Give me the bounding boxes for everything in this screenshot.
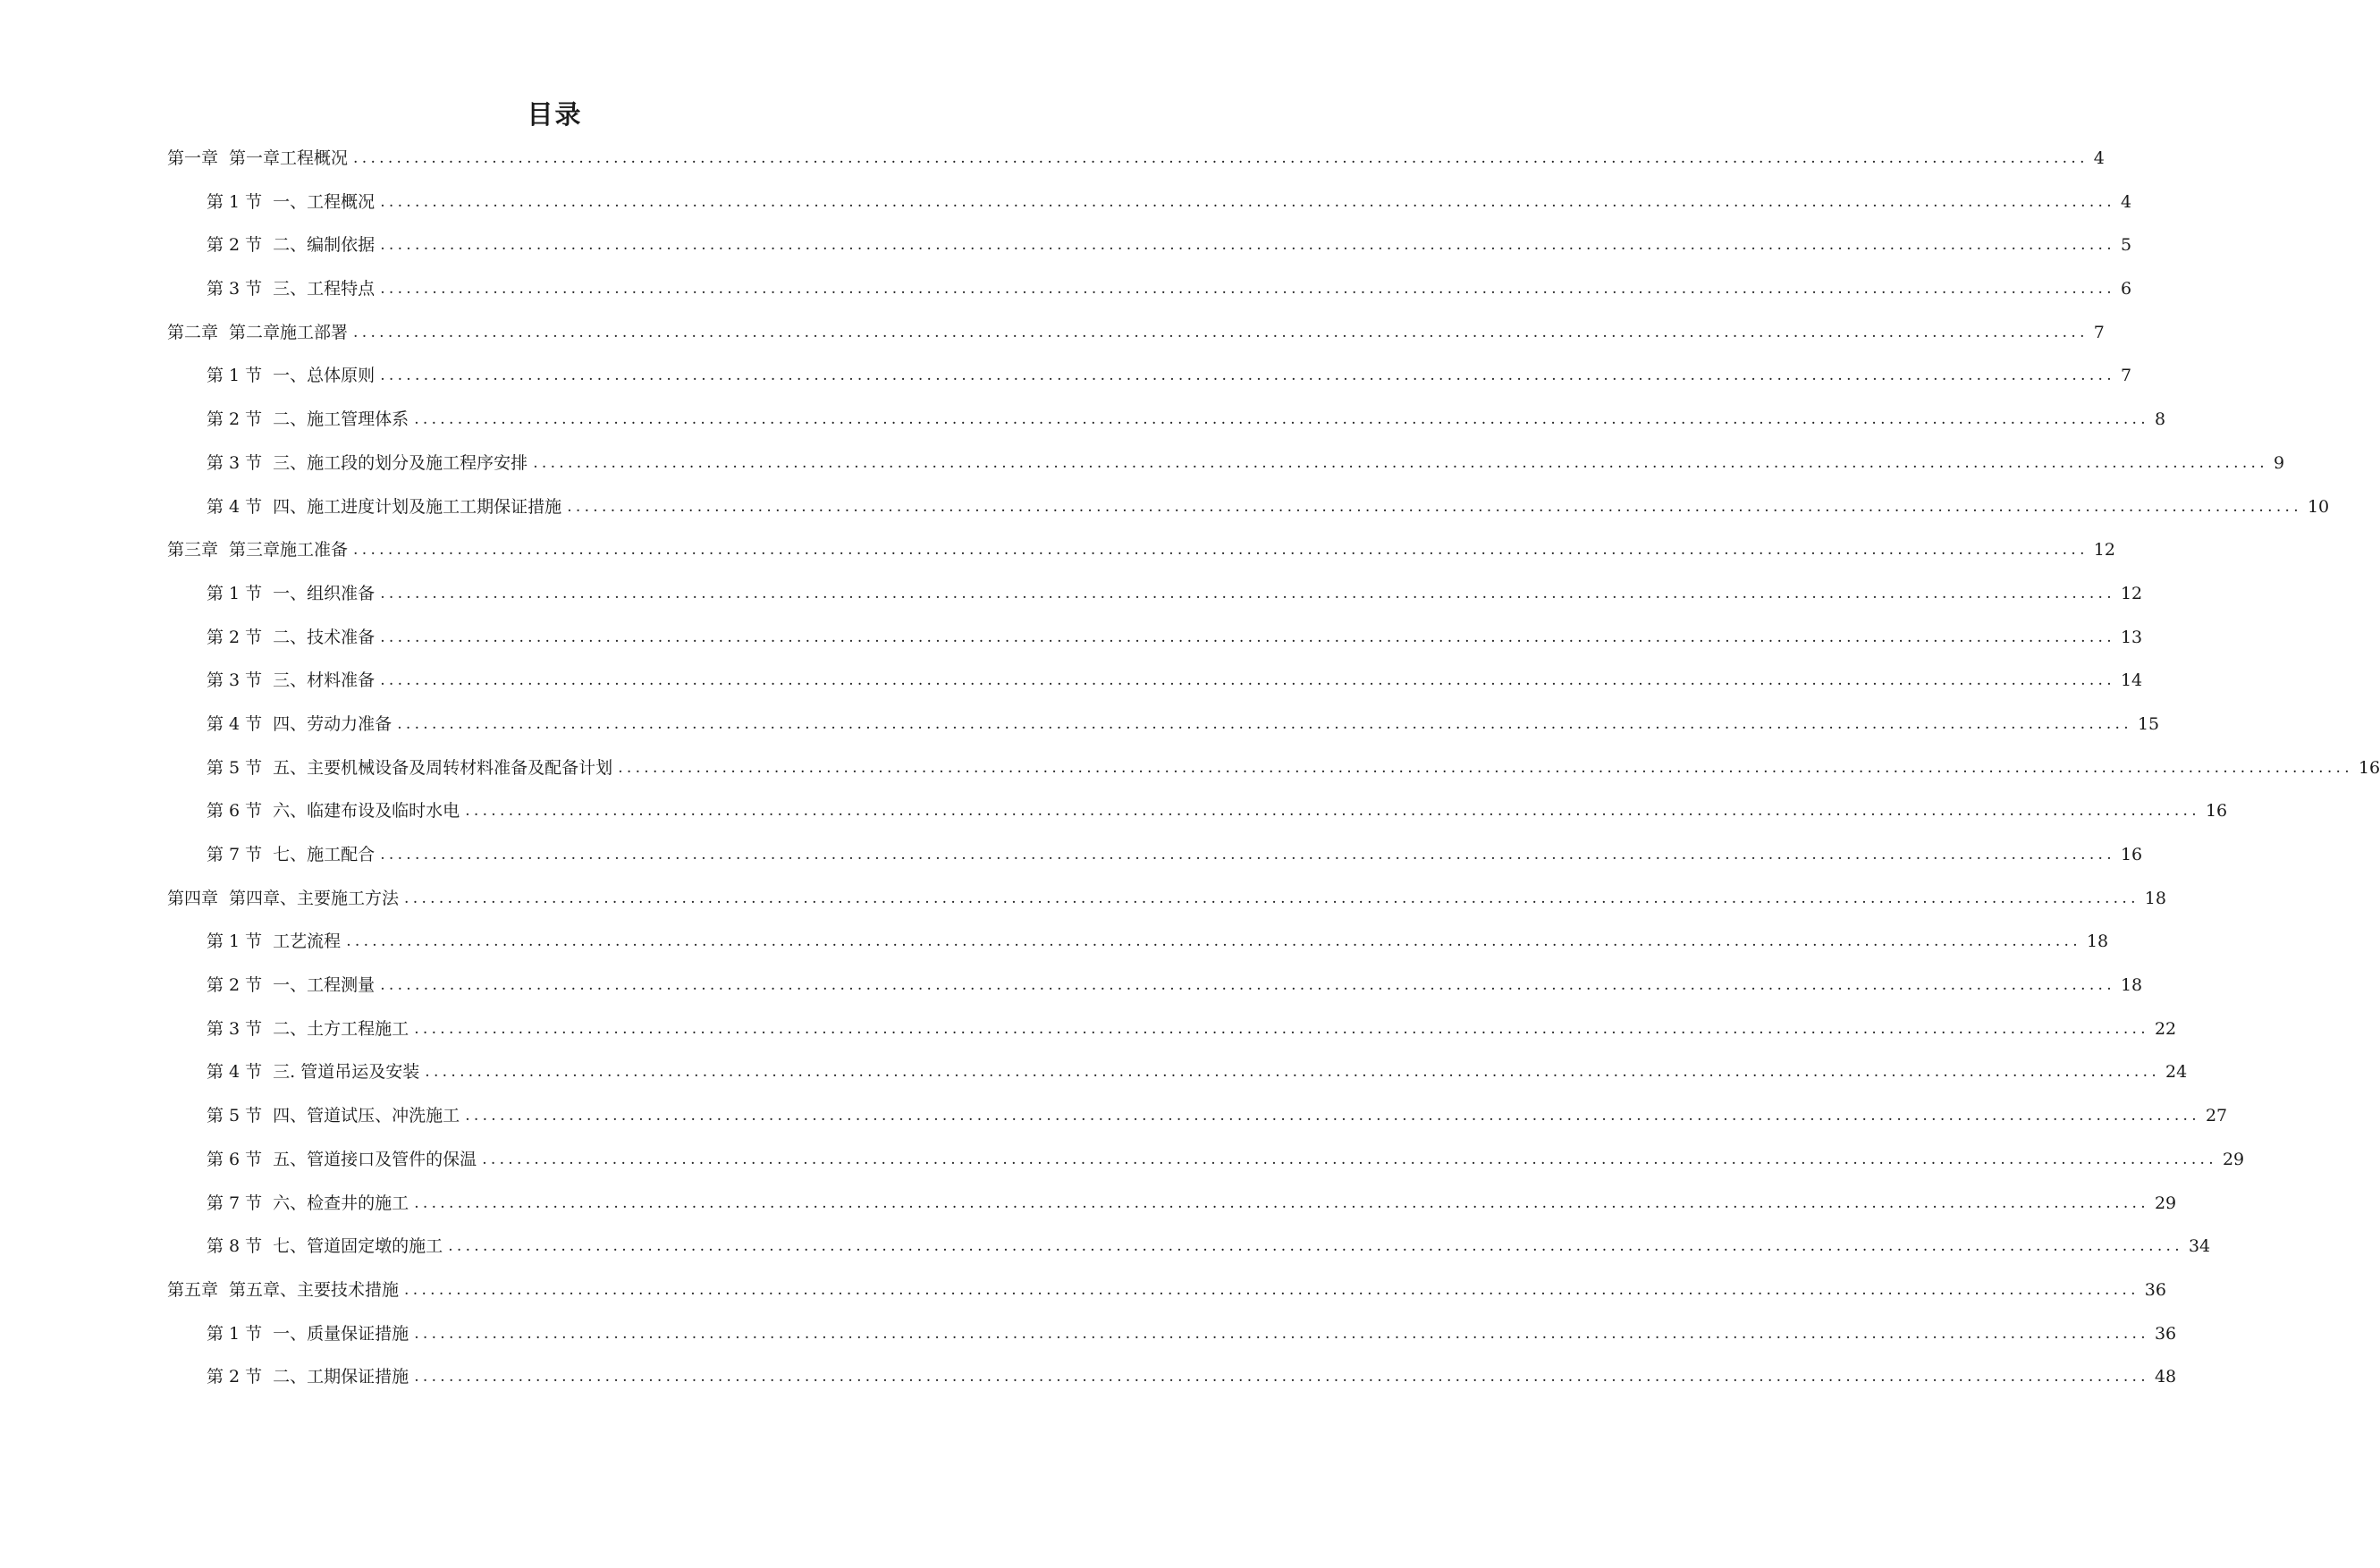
entry-title: 第五章、主要技术措施 bbox=[229, 1279, 400, 1300]
entry-heading bbox=[207, 757, 612, 779]
entry-page-number: 5 bbox=[2120, 235, 2132, 256]
entry-number: 第五章 bbox=[167, 1279, 219, 1300]
entry-number: 第 1 节 bbox=[207, 366, 263, 386]
entry-page-number: 12 bbox=[2093, 540, 2115, 561]
toc-section-entry[interactable] bbox=[0, 670, 2143, 713]
dot-leader: ........................................................................................................................................................................................................ bbox=[448, 1237, 2183, 1256]
entry-heading bbox=[207, 1323, 409, 1345]
entry-heading bbox=[207, 1061, 419, 1083]
toc-chapter-entry[interactable] bbox=[0, 539, 2115, 583]
entry-number: 第 3 节 bbox=[207, 1018, 263, 1039]
entry-title: 四、管道试压、冲洗施工 bbox=[273, 1106, 460, 1126]
entry-heading bbox=[207, 365, 375, 386]
entry-number: 第 3 节 bbox=[207, 670, 263, 691]
entry-heading bbox=[167, 888, 399, 909]
entry-heading bbox=[207, 496, 561, 518]
entry-title: 二、编制依据 bbox=[273, 235, 376, 256]
entry-number: 第 5 节 bbox=[207, 1106, 263, 1126]
dot-leader: ........................................................................................................................................................................................................ bbox=[425, 1063, 2161, 1082]
toc-section-entry[interactable] bbox=[0, 627, 2143, 670]
dot-leader: ........................................................................................................................................................................................................ bbox=[414, 1193, 2149, 1212]
toc-section-entry[interactable] bbox=[0, 365, 2132, 409]
entry-number: 第 4 节 bbox=[207, 713, 263, 734]
entry-page-number: 18 bbox=[2086, 932, 2109, 952]
toc-list bbox=[0, 148, 2380, 1410]
dot-leader: ........................................................................................................................................................................................................ bbox=[482, 1150, 2217, 1168]
entry-heading bbox=[207, 452, 527, 474]
entry-number: 第 7 节 bbox=[207, 845, 263, 864]
toc-chapter-entry[interactable] bbox=[0, 322, 2105, 366]
toc-section-entry[interactable] bbox=[0, 452, 2285, 496]
entry-heading bbox=[207, 1149, 477, 1170]
entry-page-number: 13 bbox=[2120, 627, 2143, 647]
toc-section-entry[interactable] bbox=[0, 844, 2143, 888]
toc-section-entry[interactable] bbox=[0, 496, 2330, 540]
entry-heading bbox=[167, 539, 348, 561]
dot-leader: ........................................................................................................................................................................................................ bbox=[567, 497, 2302, 516]
entry-title: 第一章工程概况 bbox=[229, 148, 349, 168]
entry-heading bbox=[207, 974, 375, 996]
dot-leader: ........................................................................................................................................................................................................ bbox=[380, 236, 2115, 255]
entry-title: 六、临建布设及临时水电 bbox=[273, 801, 460, 822]
entry-page-number: 36 bbox=[2144, 1279, 2166, 1300]
entry-heading bbox=[207, 1235, 443, 1257]
entry-title: 一、组织准备 bbox=[273, 583, 376, 603]
entry-page-number: 18 bbox=[2120, 975, 2143, 996]
entry-number: 第 6 节 bbox=[207, 801, 263, 822]
entry-number: 第 7 节 bbox=[207, 1193, 263, 1213]
entry-page-number: 8 bbox=[2154, 409, 2166, 430]
entry-page-number: 15 bbox=[2137, 713, 2160, 734]
entry-title: 三、材料准备 bbox=[273, 670, 376, 691]
entry-page-number: 18 bbox=[2144, 888, 2166, 908]
entry-title: 一、工程概况 bbox=[273, 191, 376, 212]
entry-page-number: 7 bbox=[2120, 366, 2132, 386]
entry-page-number: 24 bbox=[2165, 1062, 2188, 1083]
dot-leader: ........................................................................................................................................................................................................ bbox=[465, 1107, 2200, 1125]
entry-title: 三. 管道吊运及安装 bbox=[273, 1062, 420, 1083]
toc-section-entry[interactable] bbox=[0, 1193, 2177, 1236]
entry-page-number: 7 bbox=[2093, 322, 2105, 342]
entry-page-number: 36 bbox=[2154, 1323, 2177, 1344]
entry-number: 第 4 节 bbox=[207, 496, 263, 517]
dot-leader: ........................................................................................................................................................................................................ bbox=[380, 584, 2115, 603]
dot-leader: ........................................................................................................................................................................................................ bbox=[353, 541, 2089, 560]
toc-section-entry[interactable] bbox=[0, 1061, 2188, 1105]
toc-section-entry[interactable] bbox=[0, 1366, 2177, 1410]
toc-chapter-entry[interactable] bbox=[0, 148, 2105, 191]
entry-page-number: 6 bbox=[2120, 279, 2132, 299]
entry-heading bbox=[207, 800, 460, 822]
dot-leader: ........................................................................................................................................................................................................ bbox=[380, 367, 2115, 385]
entry-title: 三、工程特点 bbox=[273, 279, 376, 299]
entry-number: 第 2 节 bbox=[207, 235, 263, 256]
entry-number: 第 1 节 bbox=[207, 191, 263, 212]
toc-section-entry[interactable] bbox=[0, 974, 2143, 1018]
entry-title: 一、质量保证措施 bbox=[273, 1323, 409, 1344]
toc-section-entry[interactable] bbox=[0, 409, 2166, 452]
entry-number: 第 1 节 bbox=[207, 932, 263, 952]
entry-page-number: 4 bbox=[2120, 191, 2132, 212]
entry-page-number: 27 bbox=[2205, 1106, 2228, 1126]
entry-title: 一、总体原则 bbox=[273, 366, 376, 386]
dot-leader: ........................................................................................................................................................................................................ bbox=[618, 758, 2353, 777]
entry-title: 五、管道接口及管件的保温 bbox=[273, 1149, 477, 1169]
toc-section-entry[interactable] bbox=[0, 191, 2132, 235]
entry-heading bbox=[207, 713, 392, 735]
entry-page-number: 12 bbox=[2120, 583, 2143, 603]
entry-page-number: 10 bbox=[2307, 496, 2330, 517]
entry-number: 第 3 节 bbox=[207, 452, 263, 473]
entry-heading bbox=[207, 191, 375, 213]
entry-title: 四、施工进度计划及施工工期保证措施 bbox=[273, 496, 562, 517]
entry-number: 第 2 节 bbox=[207, 975, 263, 996]
entry-heading bbox=[207, 1366, 409, 1387]
entry-title: 第二章施工部署 bbox=[229, 322, 349, 342]
entry-heading bbox=[207, 409, 409, 430]
entry-number: 第 2 节 bbox=[207, 1367, 263, 1387]
entry-heading bbox=[207, 1018, 409, 1040]
entry-title: 工艺流程 bbox=[273, 932, 342, 952]
entry-title: 二、土方工程施工 bbox=[273, 1018, 409, 1039]
toc-section-entry[interactable] bbox=[0, 583, 2143, 627]
entry-number: 第 1 节 bbox=[207, 1323, 263, 1344]
dot-leader: ........................................................................................................................................................................................................ bbox=[346, 932, 2081, 951]
dot-leader: ........................................................................................................................................................................................................ bbox=[414, 1019, 2149, 1038]
entry-title: 七、施工配合 bbox=[273, 845, 376, 864]
toc-section-entry[interactable] bbox=[0, 278, 2132, 322]
toc-section-entry[interactable] bbox=[0, 757, 2380, 801]
entry-heading bbox=[207, 1105, 460, 1126]
entry-number: 第 4 节 bbox=[207, 1062, 263, 1083]
entry-heading bbox=[207, 1193, 409, 1214]
entry-title: 六、检查井的施工 bbox=[273, 1193, 409, 1213]
entry-heading bbox=[207, 583, 375, 604]
entry-number: 第 8 节 bbox=[207, 1236, 263, 1257]
dot-leader: ........................................................................................................................................................................................................ bbox=[404, 889, 2139, 907]
dot-leader: ........................................................................................................................................................................................................ bbox=[353, 149, 2089, 167]
entry-heading bbox=[167, 1279, 399, 1301]
entry-page-number: 16 bbox=[2120, 845, 2143, 864]
entry-heading bbox=[207, 670, 375, 691]
entry-title: 二、施工管理体系 bbox=[273, 409, 409, 430]
entry-title: 三、施工段的划分及施工程序安排 bbox=[273, 452, 528, 473]
entry-page-number: 9 bbox=[2273, 452, 2285, 473]
entry-page-number: 29 bbox=[2154, 1193, 2177, 1213]
toc-section-entry[interactable] bbox=[0, 1235, 2211, 1279]
entry-title: 第三章施工准备 bbox=[229, 540, 349, 561]
toc-section-entry[interactable] bbox=[0, 1149, 2245, 1193]
entry-heading bbox=[207, 234, 375, 256]
entry-title: 七、管道固定墩的施工 bbox=[273, 1236, 443, 1257]
toc-section-entry[interactable] bbox=[0, 1323, 2177, 1367]
entry-number: 第 2 节 bbox=[207, 409, 263, 430]
entry-title: 五、主要机械设备及周转材料准备及配备计划 bbox=[273, 757, 613, 778]
entry-number: 第一章 bbox=[167, 148, 219, 168]
entry-page-number: 22 bbox=[2154, 1018, 2177, 1039]
dot-leader: ........................................................................................................................................................................................................ bbox=[380, 628, 2115, 646]
dot-leader: ........................................................................................................................................................................................................ bbox=[414, 410, 2149, 429]
dot-leader: ........................................................................................................................................................................................................ bbox=[414, 1324, 2149, 1343]
entry-number: 第 6 节 bbox=[207, 1149, 263, 1169]
toc-section-entry[interactable] bbox=[0, 234, 2132, 278]
entry-title: 第四章、主要施工方法 bbox=[229, 888, 400, 908]
entry-page-number: 16 bbox=[2358, 757, 2380, 778]
entry-title: 二、工期保证措施 bbox=[273, 1367, 409, 1387]
toc-chapter-entry[interactable] bbox=[0, 888, 2166, 932]
dot-leader: ........................................................................................................................................................................................................ bbox=[404, 1280, 2139, 1299]
entry-number: 第 5 节 bbox=[207, 757, 263, 778]
entry-heading bbox=[207, 931, 341, 952]
toc-section-entry[interactable] bbox=[0, 1018, 2177, 1062]
dot-leader: ........................................................................................................................................................................................................ bbox=[414, 1368, 2149, 1387]
toc-title: 目录 bbox=[527, 99, 583, 130]
entry-number: 第 3 节 bbox=[207, 279, 263, 299]
entry-heading bbox=[167, 322, 348, 343]
entry-page-number: 29 bbox=[2222, 1149, 2245, 1169]
dot-leader: ........................................................................................................................................................................................................ bbox=[465, 802, 2200, 821]
toc-section-entry[interactable] bbox=[0, 1105, 2228, 1149]
entry-title: 二、技术准备 bbox=[273, 627, 376, 647]
entry-page-number: 4 bbox=[2093, 148, 2105, 168]
entry-page-number: 16 bbox=[2205, 801, 2228, 822]
entry-page-number: 48 bbox=[2154, 1367, 2177, 1387]
entry-number: 第二章 bbox=[167, 322, 219, 342]
entry-heading bbox=[207, 278, 375, 299]
toc-section-entry[interactable] bbox=[0, 713, 2160, 757]
entry-title: 一、工程测量 bbox=[273, 975, 376, 996]
dot-leader: ........................................................................................................................................................................................................ bbox=[353, 323, 2089, 341]
entry-page-number: 14 bbox=[2120, 670, 2143, 691]
toc-section-entry[interactable] bbox=[0, 931, 2109, 974]
dot-leader: ........................................................................................................................................................................................................ bbox=[380, 846, 2115, 864]
entry-number: 第四章 bbox=[167, 888, 219, 908]
entry-heading bbox=[207, 844, 375, 865]
dot-leader: ........................................................................................................................................................................................................ bbox=[397, 714, 2132, 733]
toc-chapter-entry[interactable] bbox=[0, 1279, 2166, 1323]
dot-leader: ........................................................................................................................................................................................................ bbox=[380, 671, 2115, 690]
entry-page-number: 34 bbox=[2188, 1236, 2211, 1257]
dot-leader: ........................................................................................................................................................................................................ bbox=[380, 192, 2115, 211]
entry-heading bbox=[207, 627, 375, 648]
dot-leader: ........................................................................................................................................................................................................ bbox=[380, 280, 2115, 299]
entry-title: 四、劳动力准备 bbox=[273, 713, 392, 734]
entry-number: 第 1 节 bbox=[207, 583, 263, 603]
entry-heading bbox=[167, 148, 348, 169]
toc-section-entry[interactable] bbox=[0, 800, 2228, 844]
dot-leader: ........................................................................................................................................................................................................ bbox=[533, 453, 2268, 472]
entry-number: 第 2 节 bbox=[207, 627, 263, 647]
dot-leader: ........................................................................................................................................................................................................ bbox=[380, 976, 2115, 995]
entry-number: 第三章 bbox=[167, 540, 219, 561]
